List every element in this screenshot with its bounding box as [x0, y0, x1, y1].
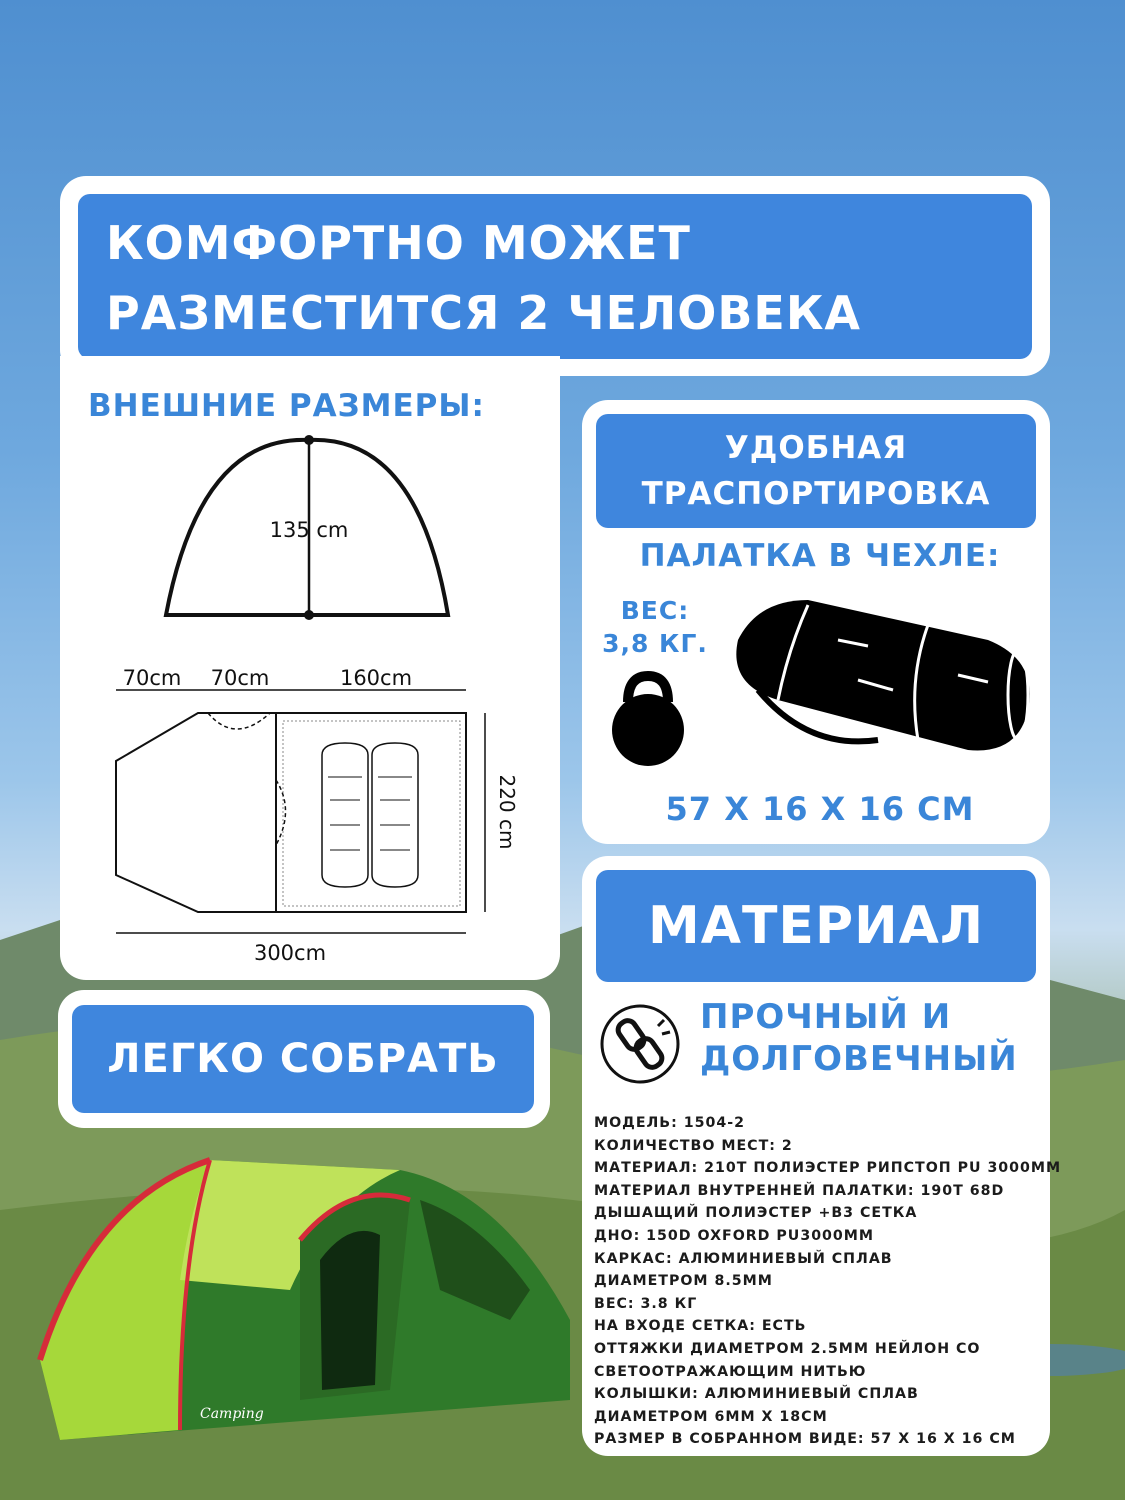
- spec-line: КАРКАС: АЛЮМИНИЕВЫЙ СПЛАВ: [594, 1250, 893, 1267]
- transport-line-2: ТРАСПОРТИРОВКА: [641, 476, 991, 512]
- spec-line: ОТТЯЖКИ ДИАМЕТРОМ 2.5ММ НЕЙЛОН СО: [594, 1340, 981, 1357]
- tent-dimension-diagram: [80, 425, 560, 985]
- spec-line: КОЛИЧЕСТВО МЕСТ: 2: [594, 1137, 793, 1154]
- header-line-2: РАЗМЕСТИТСЯ 2 ЧЕЛОВЕКА: [106, 286, 862, 340]
- spec-line: МОДЕЛЬ: 1504-2: [594, 1115, 745, 1131]
- length-label: 300cm: [253, 941, 327, 965]
- header-line-1: КОМФОРТНО МОЖЕТ: [106, 216, 691, 270]
- durable-label: [700, 996, 1018, 1080]
- transport-line-1: УДОБНАЯ: [724, 430, 908, 466]
- weight-label: [600, 594, 710, 660]
- brand-logo: Camping: [200, 1406, 264, 1422]
- spec-line: ДИАМЕТРОМ 6ММ Х 18СМ: [594, 1408, 828, 1425]
- spec-list: [594, 1112, 1062, 1451]
- kettlebell-icon: [606, 668, 690, 772]
- spec-line: СВЕТООТРАЖАЮЩИМ НИТЬЮ: [594, 1363, 867, 1380]
- bag-label: ПАЛАТКА В ЧЕХЛЕ:: [639, 538, 1001, 574]
- tent-bag-icon: [718, 580, 1040, 776]
- inner-width-label: 160cm: [339, 666, 413, 690]
- weight-line-2: 3,8 КГ.: [602, 629, 708, 658]
- weight-line-1: ВЕС:: [620, 596, 690, 625]
- depth-label: 220 cm: [495, 774, 519, 850]
- spec-line: КОЛЫШКИ: АЛЮМИНИЕВЫЙ СПЛАВ: [594, 1386, 919, 1403]
- transport-banner: [596, 414, 1036, 528]
- header-banner: [78, 194, 1032, 359]
- spec-line: ДИАМЕТРОМ 8.5ММ: [594, 1273, 773, 1290]
- spec-line: ДНО: 150D OXFORD PU3000ММ: [594, 1227, 875, 1244]
- spec-line: ДЫШАЩИЙ ПОЛИЭСТЕР +B3 СЕТКА: [594, 1205, 918, 1222]
- easy-assembly-banner: ЛЕГКО СОБРАТЬ: [72, 1005, 534, 1113]
- vestibule-width-label-2: 70cm: [210, 666, 270, 690]
- sleeping-bag-right: [372, 743, 418, 887]
- vestibule-width-label: 70cm: [122, 666, 182, 690]
- material-banner: МАТЕРИАЛ: [596, 870, 1036, 982]
- spec-line: ВЕС: 3.8 КГ: [594, 1295, 698, 1312]
- spec-line: НА ВХОДЕ СЕТКА: ЕСТЬ: [594, 1318, 807, 1335]
- exterior-size-label: ВНЕШНИЕ РАЗМЕРЫ:: [88, 388, 485, 424]
- spec-line: РАЗМЕР В СОБРАННОМ ВИДЕ: 57 Х 16 Х 16 СМ: [594, 1431, 1016, 1448]
- tent-photo: [30, 1140, 590, 1470]
- height-label: 135 cm: [269, 518, 349, 542]
- sleeping-bag-left: [322, 743, 368, 887]
- spec-line: МАТЕРИАЛ ВНУТРЕННЕЙ ПАЛАТКИ: 190Т 68D: [594, 1182, 1005, 1199]
- durable-line-2: ДОЛГОВЕЧНЫЙ: [700, 1039, 1018, 1079]
- chain-link-icon: [592, 1002, 692, 1086]
- spec-line: МАТЕРИАЛ: 210Т ПОЛИЭСТЕР РИПСТОП PU 3000ММ: [594, 1160, 1062, 1177]
- durable-line-1: ПРОЧНЫЙ И: [700, 997, 952, 1037]
- bag-dimensions: 57 Х 16 Х 16 СМ: [665, 790, 975, 828]
